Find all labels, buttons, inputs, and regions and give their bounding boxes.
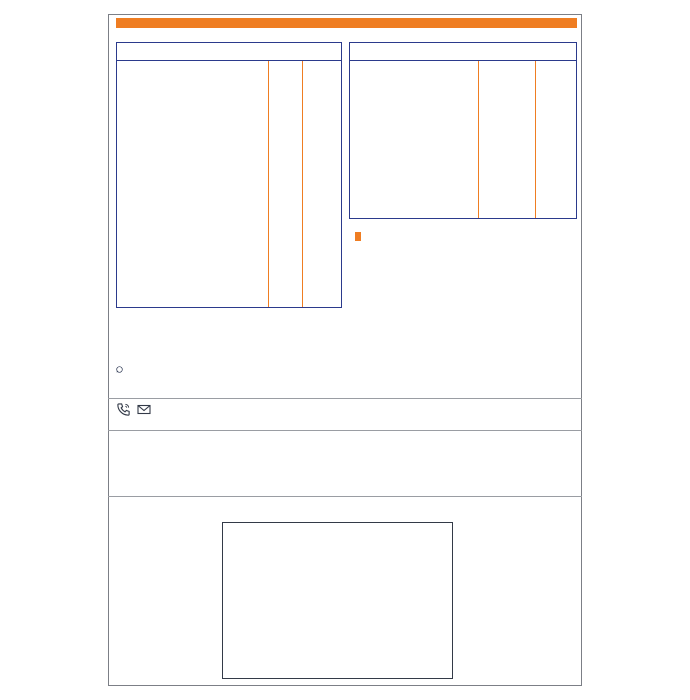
nutrition-header <box>116 18 577 28</box>
phone-icon <box>116 402 131 417</box>
vitamins-table <box>349 42 577 219</box>
col-divider <box>302 61 303 307</box>
divider <box>108 398 582 399</box>
divider <box>108 496 582 497</box>
col-divider <box>268 61 269 307</box>
barcode <box>500 520 556 638</box>
barcode-graphic <box>500 520 556 638</box>
divider <box>108 430 582 431</box>
col-divider <box>535 61 536 218</box>
price-batch-box <box>222 522 453 679</box>
email-icon <box>137 404 151 415</box>
col-divider <box>478 61 479 218</box>
whatsapp-icon <box>116 366 123 373</box>
ingredients-label <box>355 232 361 241</box>
contact-line <box>116 402 153 417</box>
nutrients-table-header <box>117 43 341 61</box>
nutrients-table <box>116 42 342 308</box>
nutrition-expert-note <box>116 365 586 375</box>
vitamins-table-header <box>350 43 576 61</box>
